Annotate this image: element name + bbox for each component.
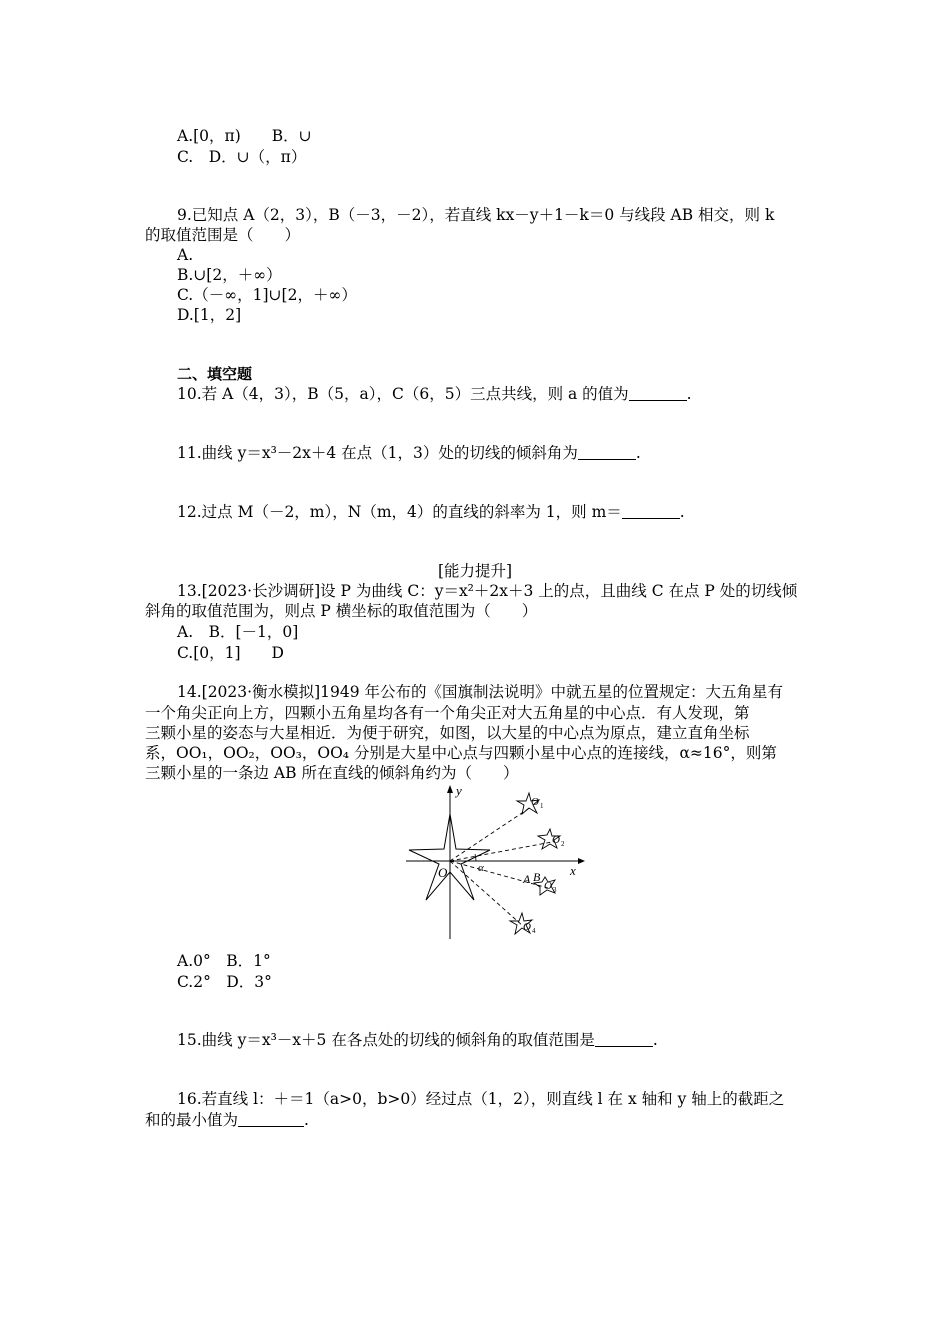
point-b-label: B	[533, 870, 541, 884]
q9-stem-line1: 9.已知点 A（2，3），B（－3，－2），若直线 kx－y＋1－k＝0 与线段 AB 相交，则 k	[177, 206, 775, 224]
q9-option-a: A.	[177, 246, 194, 264]
o2-subscript: 2	[561, 840, 565, 848]
axis-y-label: y	[456, 783, 462, 798]
q8-options-ab: A.[0，π) B．∪	[177, 127, 312, 145]
q8-options-cd: C. D．∪（，π）	[177, 148, 307, 166]
q14-options-ab: A.0° B．1°	[177, 952, 271, 970]
q16-answer-blank[interactable]	[238, 1112, 304, 1127]
q12-text: 12.过点 M（－2，m），N（m，4）的直线的斜率为 1，则 m＝	[177, 503, 622, 521]
q10-text: 10.若 A（4，3），B（5，a），C（6，5）三点共线，则 a 的值为	[177, 385, 629, 403]
o3-label: O	[544, 880, 552, 892]
q10-stem	[177, 384, 692, 404]
q13-stem-line2: 斜角的取值范围为，则点 P 横坐标的取值范围为（ ）	[145, 602, 538, 620]
q11-end: .	[635, 444, 641, 462]
point-a-label: A	[523, 872, 531, 886]
o4-label: O	[523, 921, 531, 933]
line-oo1	[450, 807, 531, 861]
q14-stem-line5: 三颗小星的一条边 AB 所在直线的倾斜角约为（ ）	[145, 764, 519, 782]
o1-label: O	[531, 796, 539, 808]
q9-option-b: B.∪[2，＋∞）	[177, 266, 282, 284]
q14-stem-line2: 一个角尖正向上方，四颗小五角星均各有一个角尖正对大五角星的中心点．有人发现，第	[145, 704, 750, 722]
q16-text: 和的最小值为	[145, 1111, 239, 1129]
q14-options-cd: C.2° D．3°	[177, 973, 272, 991]
q16-stem-line1: 16.若直线 l：＋＝1（a>0，b>0）经过点（1，2），则直线 l 在 x 轴和 y 轴上的截距之	[177, 1090, 785, 1108]
q12-answer-blank[interactable]	[622, 504, 680, 519]
q13-stem-line1: 13.[2023·长沙调研]设 P 为曲线 C：y＝x²＋2x＋3 上的点，且曲线 C 在点 P 处的切线倾	[177, 582, 798, 600]
q9-option-d: D.[1，2]	[177, 306, 242, 324]
q13-options-ab: A. B．[－1，0]	[177, 623, 299, 641]
axis-x-label: x	[570, 863, 576, 878]
line-oo2	[450, 842, 552, 861]
q15-stem	[177, 1030, 658, 1050]
q14-stem-line1: 14.[2023·衡水模拟]1949 年公布的《国旗制法说明》中就五星的位置规定：大五角星有	[177, 683, 783, 701]
q11-answer-blank[interactable]	[578, 445, 636, 460]
o4-subscript: 4	[532, 927, 536, 935]
q15-text: 15.曲线 y＝x³－x＋5 在各点处的切线的倾斜角的取值范围是	[177, 1031, 595, 1049]
y-axis-arrow	[447, 785, 453, 793]
q12-stem	[177, 502, 685, 522]
q9-option-c: C.（－∞，1]∪[2，＋∞）	[177, 286, 357, 304]
q11-stem	[177, 443, 641, 463]
section-fill-in-title: 二、填空题	[177, 365, 253, 383]
origin-label: O	[438, 865, 448, 880]
q14-stem-line4: 系，OO₁，OO₂，OO₃，OO₄ 分别是大星中心点与四颗小星中心点的连接线，α≈16°，则第	[145, 744, 777, 762]
alpha-label: α	[478, 862, 484, 874]
q14-stem-line3: 三颗小星的姿态与大星相近．为便于研究，如图，以大星的中心点为原点，建立直角坐标	[145, 724, 750, 742]
q11-text: 11.曲线 y＝x³－2x＋4 在点（1，3）处的切线的倾斜角为	[177, 444, 578, 462]
q16-end: .	[304, 1111, 309, 1129]
q16-stem-line2	[145, 1110, 309, 1130]
q9-stem-line2: 的取值范围是（ ）	[145, 226, 301, 244]
x-axis-arrow	[578, 858, 585, 864]
q12-end: .	[679, 503, 685, 521]
q13-options-cd: C.[0，1] D	[177, 644, 284, 662]
o3-subscript: 3	[553, 886, 557, 894]
q10-answer-blank[interactable]	[629, 386, 687, 401]
section-ability-title: [能力提升]	[437, 562, 513, 580]
q10-end: .	[686, 385, 692, 403]
q15-answer-blank[interactable]	[595, 1032, 653, 1047]
o1-subscript: 1	[540, 802, 544, 810]
o2-label: O	[552, 834, 560, 846]
q15-end: .	[652, 1031, 658, 1049]
five-star-coordinate-figure	[402, 783, 588, 941]
